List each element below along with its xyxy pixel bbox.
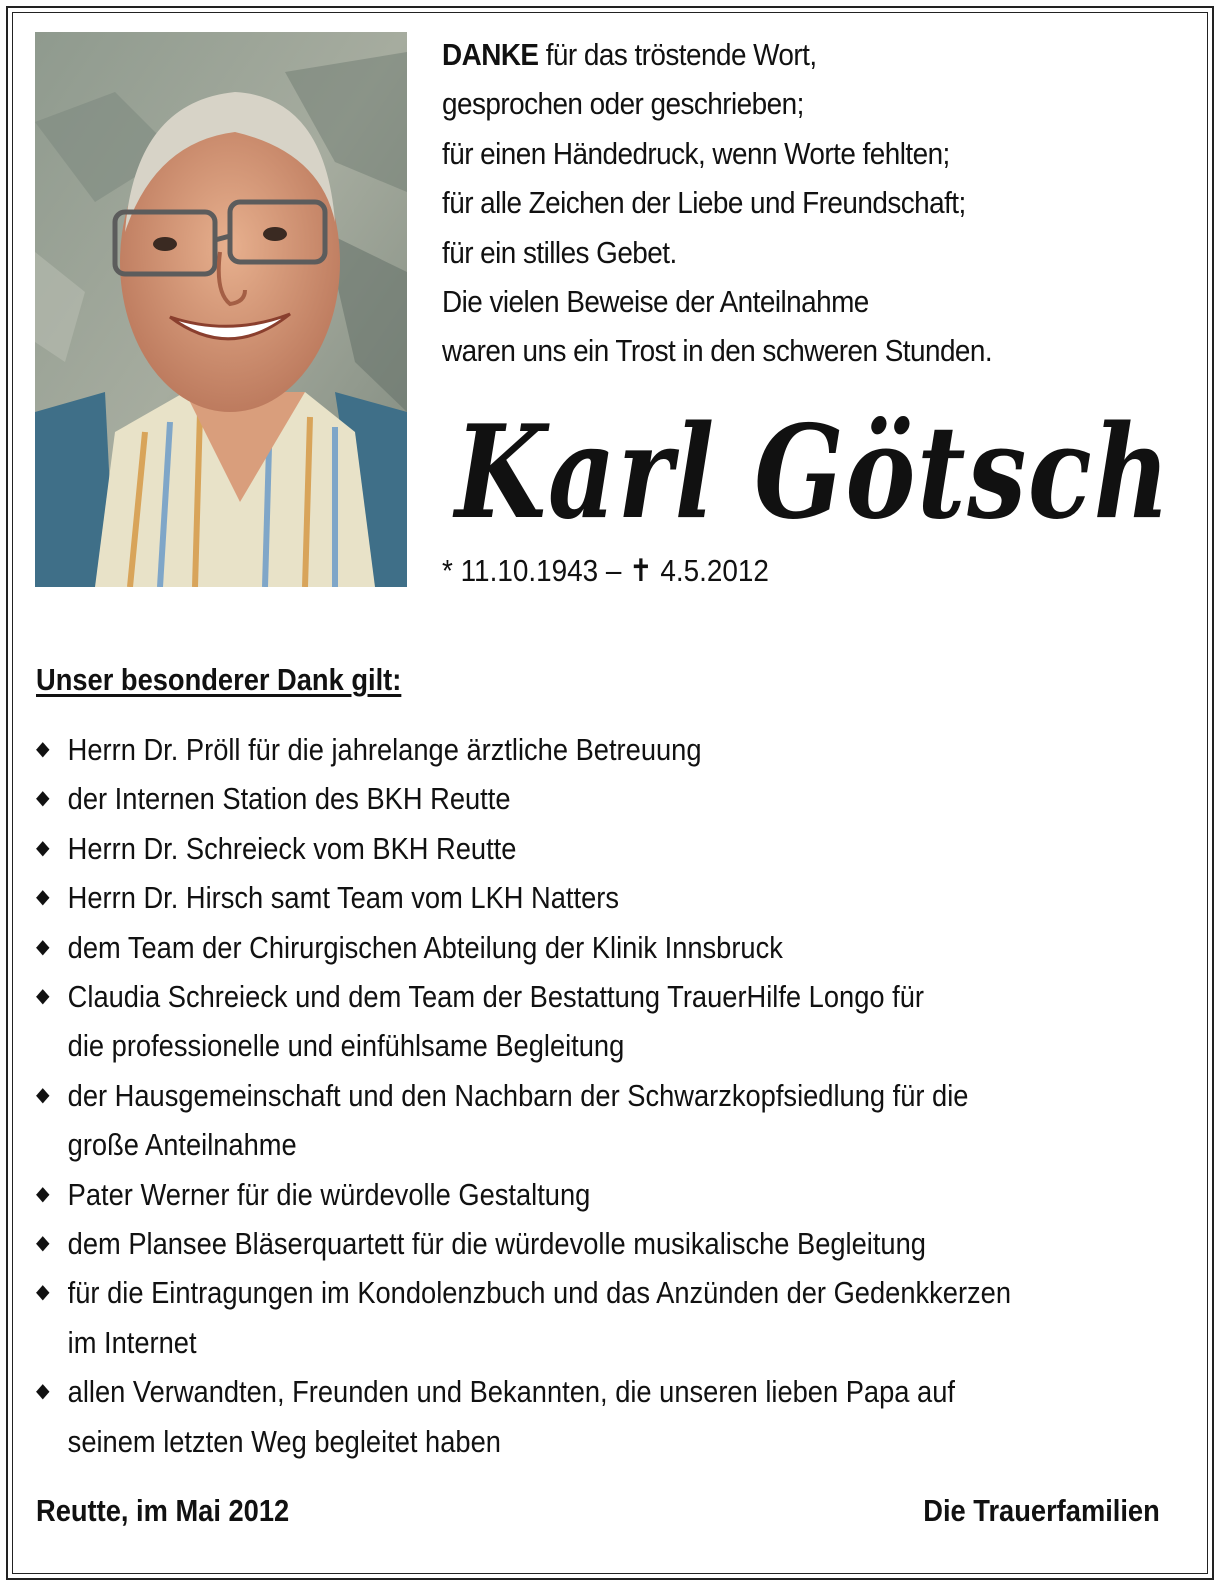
poem-line: waren uns ein Trost in den schweren Stunden. <box>442 333 993 369</box>
poem-line: Die vielen Beweise der Anteilnahme <box>442 284 869 320</box>
place-date: Reutte, im Mai 2012 <box>36 1493 290 1528</box>
bullet-icon: ◆ <box>36 1380 50 1403</box>
deceased-name: Karl Götsch <box>455 398 1172 548</box>
list-item <box>36 873 1083 922</box>
list-item-text: Herrn Dr. Pröll für die jahrelange ärztliche Betreuung <box>67 732 702 767</box>
bullet-icon: ◆ <box>36 1182 50 1205</box>
signoff: Die Trauerfamilien <box>923 1493 1160 1528</box>
bullet-icon: ◆ <box>36 738 50 760</box>
poem-line: für alle Zeichen der Liebe und Freundschaft; <box>442 185 966 221</box>
list-item-text: der Internen Station des BKH Reutte <box>67 781 511 817</box>
list-item <box>36 1170 1083 1219</box>
list-item <box>36 824 1083 873</box>
bullet-icon: ◆ <box>36 836 50 859</box>
list-item-text: im Internet <box>67 1324 197 1360</box>
list-item <box>36 1367 1083 1466</box>
poem-line-text: für das tröstende Wort, <box>545 37 817 72</box>
list-item-text: Claudia Schreieck und dem Team der Bestattung TrauerHilfe Longo für <box>67 979 924 1015</box>
list-item <box>36 1071 1083 1170</box>
bullet-icon: ◆ <box>36 1232 50 1255</box>
thanks-heading: Unser besonderer Dank gilt: <box>36 662 402 697</box>
list-item-text: Herrn Dr. Schreieck vom BKH Reutte <box>67 830 517 866</box>
poem-lead-word: DANKE <box>442 37 539 72</box>
bullet-icon: ◆ <box>36 935 50 958</box>
list-item-text: für die Eintragungen im Kondolenzbuch und das Anzünden der Gedenkkerzen <box>67 1275 1012 1311</box>
list-item-text: seinem letzten Weg begleitet haben <box>67 1423 501 1459</box>
list-item <box>36 972 1083 1071</box>
list-item-text: die professionelle und einfühlsame Begleitung <box>67 1028 625 1064</box>
list-item-text: große Anteilnahme <box>67 1127 297 1163</box>
list-item-text: allen Verwandten, Freunden und Bekannten, die unseren lieben Papa auf <box>67 1374 955 1410</box>
list-item-text: Pater Werner für die würdevolle Gestaltung <box>67 1176 591 1212</box>
list-item <box>36 725 1083 774</box>
bullet-icon: ◆ <box>36 787 50 810</box>
thanks-list <box>36 725 1083 1466</box>
bullet-icon: ◆ <box>36 1083 50 1106</box>
bullet-icon: ◆ <box>36 985 50 1008</box>
list-item-text: dem Team der Chirurgischen Abteilung der Klinik Innsbruck <box>67 929 783 965</box>
poem-line <box>442 30 1126 79</box>
poem-line: für einen Händedruck, wenn Worte fehlten; <box>442 135 950 171</box>
bullet-icon: ◆ <box>36 1281 50 1304</box>
list-item <box>36 1219 1083 1268</box>
list-item <box>36 923 1083 972</box>
poem-line: gesprochen oder geschrieben; <box>442 86 804 122</box>
portrait-photo <box>35 32 407 587</box>
list-item-text: Herrn Dr. Hirsch samt Team vom LKH Natters <box>67 880 619 916</box>
poem-text <box>442 30 1126 376</box>
poem-line: für ein stilles Gebet. <box>442 234 677 270</box>
list-item <box>36 774 1083 823</box>
list-item-text: dem Plansee Bläserquartett für die würdevolle musikalische Begleitung <box>67 1226 926 1262</box>
list-item <box>36 1268 1083 1367</box>
bullet-icon: ◆ <box>36 886 50 909</box>
life-dates: * 11.10.1943 – ✝ 4.5.2012 <box>442 553 769 588</box>
list-item-text: der Hausgemeinschaft und den Nachbarn der Schwarzkopfsiedlung für die <box>67 1077 969 1113</box>
